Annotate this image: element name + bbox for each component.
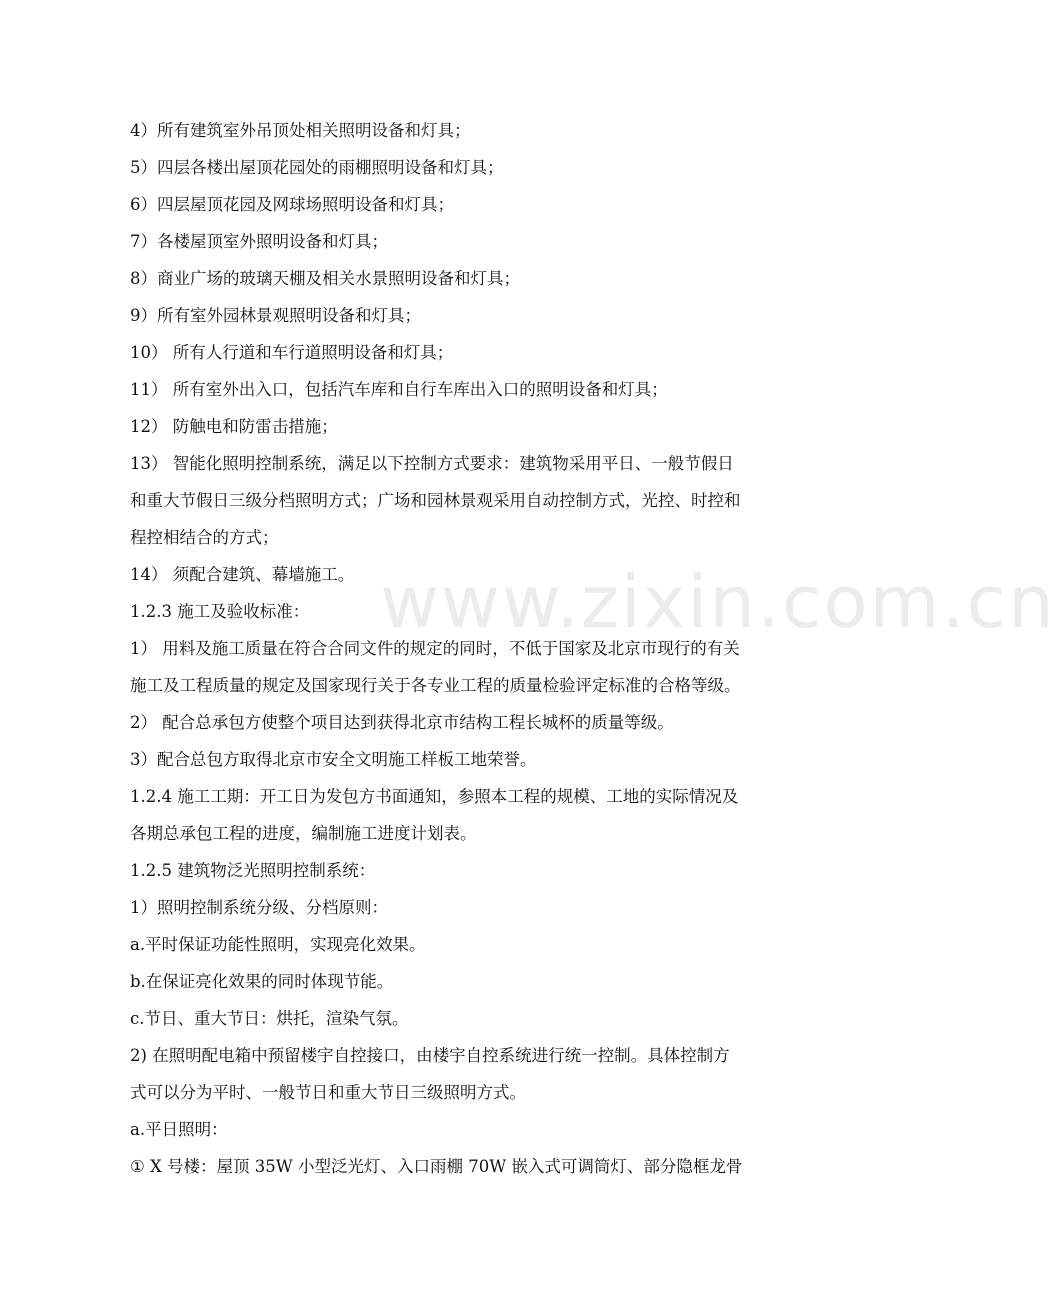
text-line: 13） 智能化照明控制系统，满足以下控制方式要求：建筑物采用平日、一般节假日: [130, 454, 734, 473]
text-line: 10） 所有人行道和车行道照明设备和灯具；: [130, 343, 454, 362]
text-line: 各期总承包工程的进度，编制施工进度计划表。: [130, 824, 477, 843]
text-line: 7）各楼屋顶室外照明设备和灯具；: [130, 232, 388, 251]
text-line: 9）所有室外园林景观照明设备和灯具；: [130, 306, 421, 325]
text-line: 5）四层各楼出屋顶花园处的雨棚照明设备和灯具；: [130, 158, 504, 177]
text-line: 1） 用料及施工质量在符合合同文件的规定的同时，不低于国家及北京市现行的有关: [130, 639, 740, 658]
text-line: 和重大节假日三级分档照明方式；广场和园林景观采用自动控制方式，光控、时控和: [130, 491, 741, 510]
text-line: 1）照明控制系统分级、分档原则：: [130, 898, 388, 917]
text-line: 4）所有建筑室外吊顶处相关照明设备和灯具；: [130, 121, 471, 140]
text-line: c.节日、重大节日：烘托，渲染气氛。: [130, 1009, 409, 1028]
watermark: www.zixin.com.cn: [380, 560, 1056, 644]
text-line: 式可以分为平时、一般节日和重大节日三级照明方式。: [130, 1083, 526, 1102]
text-line: 3）配合总包方取得北京市安全文明施工样板工地荣誉。: [130, 750, 537, 769]
text-line: a.平日照明：: [130, 1120, 228, 1139]
text-line: 14） 须配合建筑、幕墙施工。: [130, 565, 355, 584]
text-line: a.平时保证功能性照明，实现亮化效果。: [130, 935, 426, 954]
text-line: 程控相结合的方式；: [130, 528, 279, 547]
text-line: ① X 号楼：屋顶 35W 小型泛光灯、入口雨棚 70W 嵌入式可调筒灯、部分隐框龙骨: [130, 1157, 743, 1176]
text-line: 施工及工程质量的规定及国家现行关于各专业工程的质量检验评定标准的合格等级。: [130, 676, 741, 695]
text-line: 11） 所有室外出入口，包括汽车库和自行车库出入口的照明设备和灯具；: [130, 380, 668, 399]
text-line: 1.2.5 建筑物泛光照明控制系统：: [130, 861, 376, 880]
text-line: b.在保证亮化效果的同时体现节能。: [130, 972, 394, 991]
text-line: 2） 配合总承包方使整个项目达到获得北京市结构工程长城杯的质量等级。: [130, 713, 674, 732]
text-line: 1.2.3 施工及验收标准：: [130, 602, 310, 621]
text-line: 6）四层屋顶花园及网球场照明设备和灯具；: [130, 195, 454, 214]
document-body: [130, 112, 810, 1185]
text-line: 2) 在照明配电箱中预留楼宇自控接口，由楼宇自控系统进行统一控制。具体控制方: [130, 1046, 730, 1065]
text-line: 1.2.4 施工工期：开工日为发包方书面通知，参照本工程的规模、工地的实际情况及: [130, 787, 739, 806]
text-line: 12） 防触电和防雷击措施；: [130, 417, 338, 436]
text-line: 8）商业广场的玻璃天棚及相关水景照明设备和灯具；: [130, 269, 520, 288]
